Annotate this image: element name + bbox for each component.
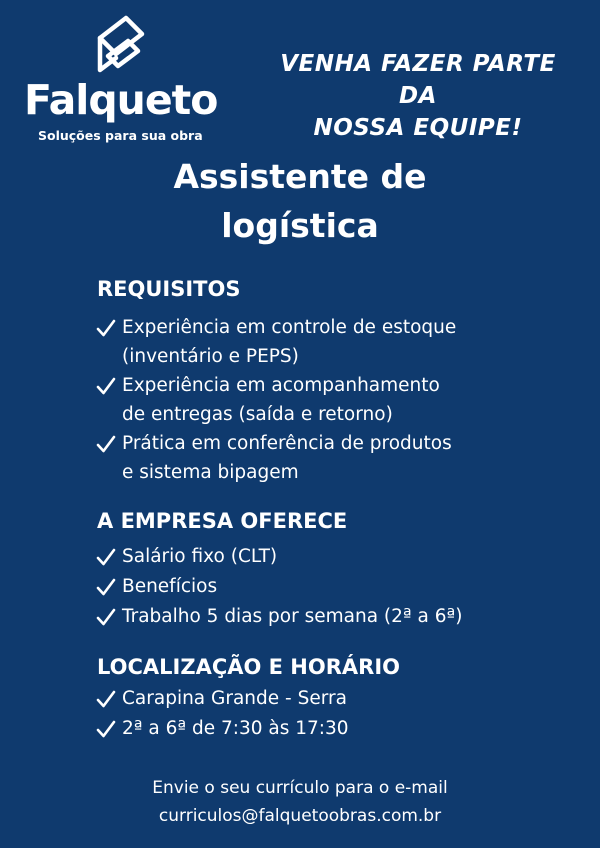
footer-email: curriculos@falquetoobras.com.br	[158, 806, 442, 826]
requirements-list	[96, 314, 456, 488]
check-icon	[96, 430, 122, 459]
benefits-list	[96, 542, 462, 632]
job-title	[0, 152, 600, 250]
brand-logo	[24, 14, 234, 144]
check-icon	[96, 602, 122, 632]
checklist-item	[96, 372, 456, 429]
benefits-heading: A EMPRESA OFERECE	[97, 509, 348, 533]
checklist-item-text: Experiência em controle de estoque (inventário e PEPS)	[122, 317, 457, 367]
checklist-item-text: Carapina Grande - Serra	[122, 688, 347, 709]
brand-name: Falqueto	[24, 76, 218, 124]
checklist-item-text: Prática em conferência de produtos e sistema bipagem	[122, 433, 452, 483]
checklist-item	[96, 314, 456, 371]
checklist-item	[96, 684, 349, 714]
check-icon	[96, 714, 122, 744]
job-title-line-1: Assistente de	[173, 157, 427, 196]
checklist-item-text: Experiência em acompanhamento de entregas (saída e retorno)	[122, 375, 440, 425]
requirements-heading: REQUISITOS	[97, 277, 241, 301]
checklist-item-text: Trabalho 5 dias por semana (2ª a 6ª)	[122, 606, 463, 627]
headline-line-1: VENHA FAZER PARTE DA	[280, 51, 556, 109]
brand-tagline: Soluções para sua obra	[38, 128, 203, 143]
folded-f-icon	[92, 14, 152, 76]
check-icon	[96, 314, 122, 343]
check-icon	[96, 572, 122, 602]
job-title-line-2: logística	[221, 206, 379, 245]
checklist-item-text: 2ª a 6ª de 7:30 às 17:30	[122, 718, 349, 739]
headline	[258, 48, 578, 144]
checklist-item	[96, 542, 462, 572]
footer-contact	[0, 774, 600, 830]
headline-line-2: NOSSA EQUIPE!	[313, 115, 523, 141]
checklist-item	[96, 714, 349, 744]
checklist-item-text: Salário fixo (CLT)	[122, 546, 278, 567]
footer-instruction: Envie o seu currículo para o e-mail	[152, 778, 448, 798]
location-list	[96, 684, 349, 744]
check-icon	[96, 684, 122, 714]
checklist-item	[96, 572, 462, 602]
check-icon	[96, 542, 122, 572]
check-icon	[96, 372, 122, 401]
location-heading: LOCALIZAÇÃO E HORÁRIO	[97, 655, 400, 679]
checklist-item	[96, 430, 456, 487]
checklist-item	[96, 602, 462, 632]
checklist-item-text: Benefícios	[122, 576, 218, 597]
